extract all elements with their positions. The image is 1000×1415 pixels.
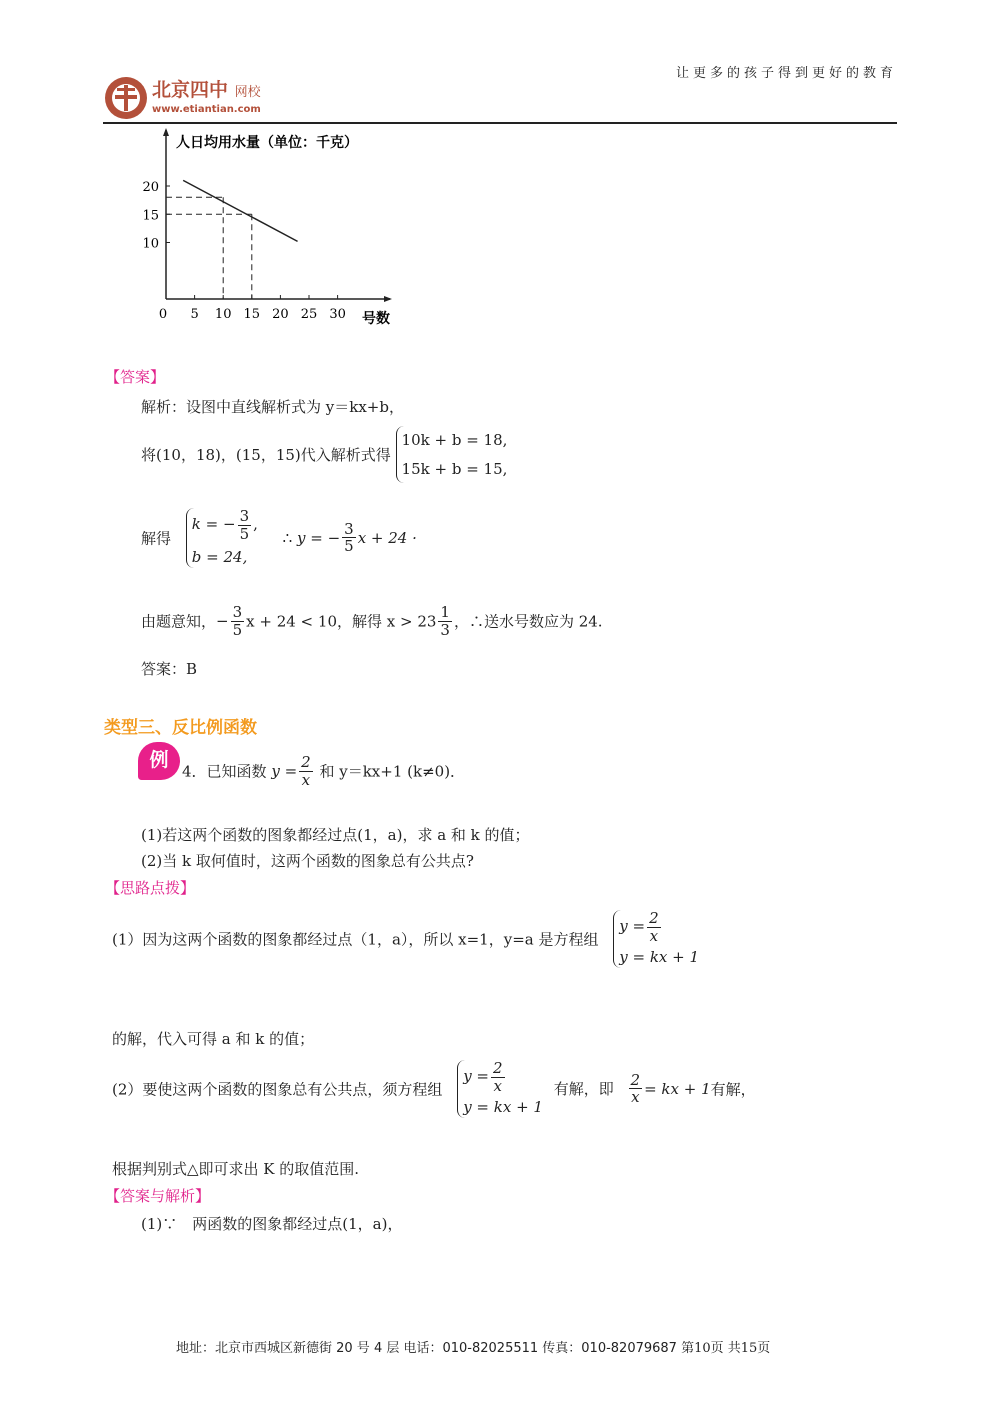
answer-line-2: 将(10，18)，(15，15)代入解析式得 10k + b = 18, 15k + b = 15,: [141, 426, 507, 483]
x-axis-label: 号数: [362, 311, 390, 327]
answer-line-1: 解析：设图中直线解析式为 y＝kx+b，: [141, 398, 404, 416]
x-tick-label: 10: [214, 307, 232, 322]
logo-name: 北京四中 网校: [152, 79, 261, 101]
question-1: (1)若这两个函数的图象都经过点(1，a)，求 a 和 k 的值；: [141, 826, 530, 844]
answer-line-3: 解得 k = − $\frac{3}{5}$ , b = 24, ∴ y = − $\frac{3}{5}$ x + 24 ·: [141, 507, 417, 566]
logo-url: www.etiantian.com: [152, 104, 261, 115]
y-axis-arrow: [163, 128, 169, 136]
y-tick-label: 10: [142, 236, 159, 252]
answer-line-4: 由题意知，− $\frac{3}{5}$ x + 24 < 10，解得 x > 23 $\frac{1}{3}$ ，∴送水号数应为 24.: [141, 603, 603, 639]
x-tick-label: 0: [158, 307, 168, 322]
answer-final: 答案：B: [141, 660, 198, 678]
y-tick-label: 15: [142, 208, 159, 224]
answer-analysis-line-1: (1)∵ 两函数的图象都经过点(1，a)，: [141, 1215, 403, 1233]
water-usage-chart: [0, 0, 1000, 340]
data-line: [183, 180, 297, 241]
x-axis-arrow: [384, 296, 392, 302]
y-axis-label: 人日均用水量（单位：千克）: [176, 135, 358, 151]
x-tick-label: 25: [300, 307, 318, 322]
footer: 地址：北京市西城区新德街 20 号 4 层 电话：010-82025511 传真：010-82079687 第10页 共15页: [176, 1341, 771, 1356]
question-2: (2)当 k 取何值时，这两个函数的图象总有公共点?: [141, 852, 474, 870]
y-tick-label: 20: [142, 180, 159, 195]
x-tick-label: 30: [329, 307, 346, 322]
section-title: 类型三、反比例函数: [104, 718, 257, 738]
hint-p2: (2）要使这两个函数的图象总有公共点，须方程组 y = $\frac{2}{x}$ y = kx + 1 有解，即 $\frac{2}{x}$ = kx + 1有解，: [112, 1059, 756, 1116]
answer-analysis-tag: 【答案与解析】: [105, 1187, 211, 1205]
x-tick-label: 5: [190, 307, 199, 322]
example-badge: 例: [138, 742, 180, 780]
hint-p1: (1）因为这两个函数的图象都经过点（1，a），所以 x=1，y=a 是方程组 y = $\frac{2}{x}$ y = kx + 1: [112, 909, 700, 966]
hint-p3: 根据判别式△即可求出 K 的取值范围.: [112, 1160, 360, 1178]
example-question: 4．已知函数 y = $\frac{2}{x}$ 和 y＝kx+1 (k≠0)．: [182, 753, 466, 789]
hint-tag: 【思路点拨】: [105, 879, 196, 897]
slogan: 让更多的孩子得到更好的教育: [675, 66, 897, 81]
answer-tag: 【答案】: [105, 368, 166, 386]
hint-p1b: 的解，代入可得 a 和 k 的值；: [112, 1030, 315, 1048]
x-tick-label: 15: [243, 307, 261, 322]
x-tick-label: 20: [272, 307, 289, 322]
